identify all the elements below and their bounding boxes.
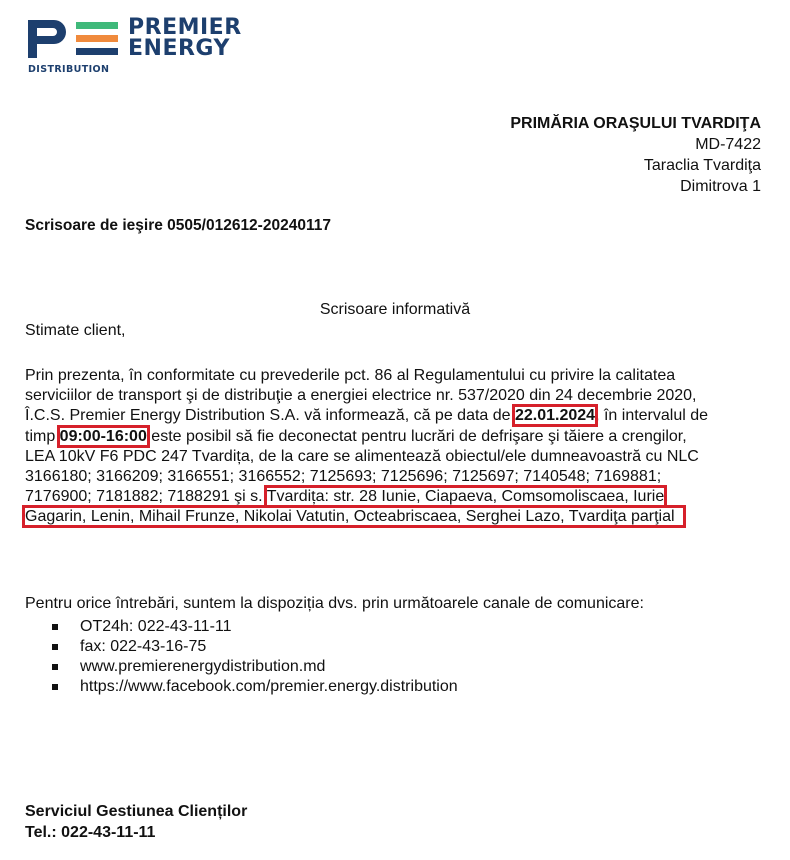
recipient-locality: Taraclia Tvardiţa — [643, 157, 761, 174]
body-line: serviciilor de transport şi de distribuţie a energiei electrice nr. 537/2020 din 24 decembrie 2020, — [25, 387, 697, 405]
contact-fax: fax: 022-43-16-75 — [80, 638, 207, 655]
outage-date: 22.01.2024 — [515, 407, 596, 425]
body-line: 3166180; 3166209; 3166551; 3166552; 7125693; 7125696; 7125697; 7140548; 7169881; — [25, 467, 662, 485]
affected-streets-part2: Gagarin, Lenin, Mihail Frunze, Nikolai Vatutin, Octeabriscaea, Serghei Lazo, Tvardiţa parţial — [25, 508, 683, 525]
bullet-icon — [52, 664, 58, 670]
bullet-icon — [52, 624, 58, 630]
contacts-intro: Pentru orice întrebări, suntem la dispoziția dvs. prin următoarele canale de comunicare: — [25, 595, 644, 612]
logo-brand-line2: ENERGY — [128, 36, 230, 61]
contact-item — [52, 617, 458, 637]
logo-e-bars-icon — [76, 22, 118, 61]
recipient-street: Dimitrova 1 — [680, 178, 761, 195]
contact-item — [52, 677, 458, 697]
body-line — [25, 406, 785, 426]
body-line — [25, 487, 785, 507]
recipient-postal-code: MD-7422 — [695, 136, 761, 153]
letter-body — [25, 366, 785, 528]
body-text-segment: este posibil să fie deconectat pentru lucrări de defrişare şi tăiere a crengilor, — [146, 427, 687, 445]
logo-wordmark — [128, 17, 242, 59]
body-line: LEA 10kV F6 PDC 247 Tvardița, de la care se alimentează obiectul/ele dumneavoastră cu NLC — [25, 447, 699, 465]
contact-phone: OT24h: 022-43-11-11 — [80, 618, 232, 635]
department-name: Serviciul Gestiunea Clienților — [25, 803, 248, 820]
bullet-icon — [52, 684, 58, 690]
contacts-list — [52, 617, 458, 697]
body-line — [25, 507, 785, 527]
body-text-segment: timp — [25, 427, 60, 445]
company-logo — [28, 15, 268, 76]
recipient-address — [510, 113, 761, 197]
bullet-icon — [52, 644, 58, 650]
signature-block — [25, 801, 247, 843]
contact-item — [52, 657, 458, 677]
body-line — [25, 427, 785, 447]
contact-facebook-link[interactable]: https://www.facebook.com/premier.energy.distribution — [80, 678, 458, 695]
body-text-segment: 7176900; 7181882; 7188291 şi s. — [25, 488, 267, 506]
logo-subtitle: DISTRIBUTION — [28, 64, 110, 75]
body-text-segment: , în intervalul de — [595, 407, 709, 425]
outage-interval: 09:00-16:00 — [59, 427, 147, 445]
department-phone: Tel.: 022-43-11-11 — [25, 824, 156, 841]
body-line: Prin prezenta, în conformitate cu prevederile pct. 86 al Regulamentului cu privire la calitatea — [25, 367, 676, 384]
document-title: Scrisoare informativă — [319, 301, 471, 318]
greeting: Stimate client, — [25, 322, 126, 339]
contact-item — [52, 637, 458, 657]
contact-website-link[interactable]: www.premierenergydistribution.md — [80, 658, 326, 675]
recipient-name: PRIMĂRIA ORAŞULUI TVARDIŢA — [510, 115, 761, 132]
outgoing-letter-number: Scrisoare de ieşire 0505/012612-20240117 — [25, 217, 331, 234]
logo-brand-line1: PREMIER — [128, 15, 242, 40]
affected-streets-part1: Tvardița: str. 28 Iunie, Ciapaeva, Comsomoliscaea, Iurie — [266, 488, 665, 506]
logo-p-mark-icon — [28, 20, 68, 58]
body-text-segment: Î.C.S. Premier Energy Distribution S.A. vă informează, că pe data de — [25, 407, 515, 425]
